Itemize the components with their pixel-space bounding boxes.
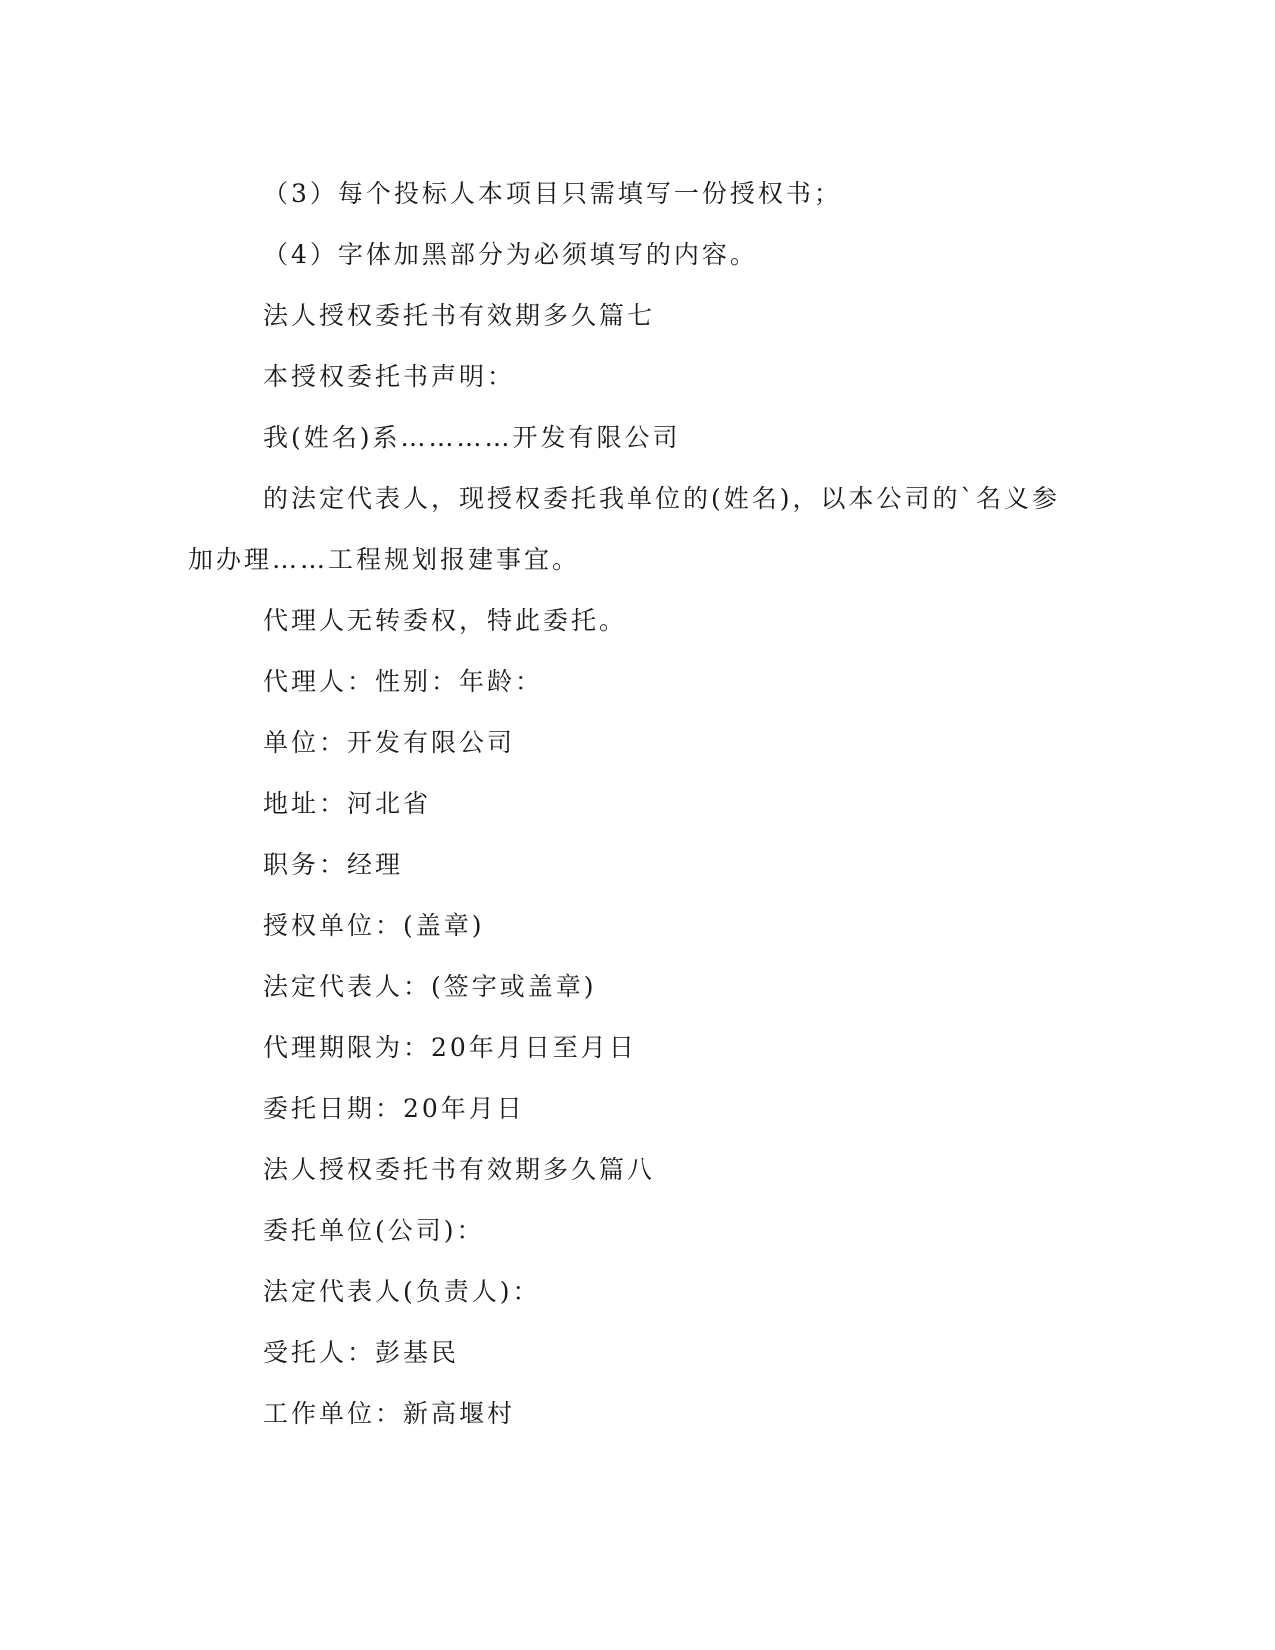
- field-work-unit: 工作单位：新高堰村: [263, 1399, 516, 1428]
- paragraph-authorization: 的法定代表人，现授权委托我单位的(姓名)，以本公司的`名义参: [263, 484, 1061, 513]
- field-trustee: 受托人：彭基民: [263, 1338, 460, 1367]
- section-heading-7: 法人授权委托书有效期多久篇七: [263, 301, 656, 330]
- paragraph-authorization-continued: 加办理……工程规划报建事宜。: [188, 545, 581, 574]
- paragraph-no-sub-delegation: 代理人无转委权，特此委托。: [263, 606, 628, 635]
- field-legal-representative-responsible: 法定代表人(负责人)：: [263, 1277, 541, 1306]
- field-commission-date: 委托日期：20年月日: [263, 1094, 525, 1123]
- field-agent: 代理人：性别：年龄：: [263, 667, 544, 696]
- section-heading-8: 法人授权委托书有效期多久篇八: [263, 1155, 656, 1184]
- field-authorizing-unit: 授权单位：(盖章): [263, 911, 485, 940]
- field-agency-period: 代理期限为：20年月日至月日: [263, 1033, 637, 1062]
- paragraph-declaration: 本授权委托书声明：: [263, 362, 516, 391]
- document-body: [0, 163, 1275, 1444]
- field-unit: 单位：开发有限公司: [263, 728, 516, 757]
- field-address: 地址：河北省: [263, 789, 432, 818]
- paragraph-identity: 我(姓名)系…………开发有限公司: [263, 423, 681, 452]
- paragraph-note-3: （3）每个投标人本项目只需填写一份授权书；: [263, 179, 842, 208]
- paragraph-note-4: （4）字体加黑部分为必须填写的内容。: [263, 240, 758, 269]
- field-legal-representative: 法定代表人：(签字或盖章): [263, 972, 597, 1001]
- field-commissioning-unit: 委托单位(公司)：: [263, 1216, 485, 1245]
- field-position: 职务：经理: [263, 850, 404, 879]
